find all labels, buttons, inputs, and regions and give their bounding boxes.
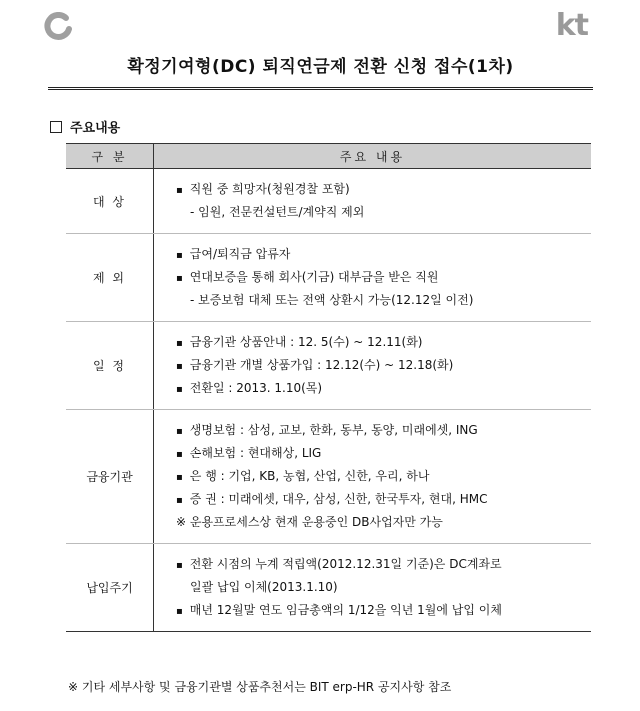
- row-content: [154, 544, 592, 632]
- header-content: 주요 내용: [154, 144, 592, 169]
- table-row: [66, 234, 591, 322]
- content-line: ▪ 금융기관 개별 상품가입 : 12.12(수) ~ 12.18(화): [176, 354, 591, 377]
- header-category: 구 분: [66, 144, 154, 169]
- row-content: [154, 322, 592, 410]
- olleh-logo-icon: [44, 12, 74, 42]
- table-row: [66, 322, 591, 410]
- content-line: ▪ 금융기관 상품안내 : 12. 5(수) ~ 12.11(화): [176, 331, 591, 354]
- page-title: 확정기여형(DC) 퇴직연금제 전환 신청 접수(1차): [127, 57, 514, 77]
- row-category: 일 정: [66, 322, 154, 410]
- content-line: ▪ 전환일 : 2013. 1.10(목): [176, 377, 591, 400]
- section-title: 주요내용: [70, 121, 121, 136]
- content-line: ▪ 손해보험 : 현대해상, LIG: [176, 442, 591, 465]
- section-heading: [50, 117, 120, 136]
- content-line: ▪ 연대보증을 통해 회사(기금) 대부금을 받은 직원: [176, 266, 591, 289]
- kt-logo: kt: [555, 8, 588, 43]
- content-line: ▪ 직원 중 희망자(청원경찰 포함): [176, 178, 591, 201]
- content-line: 일괄 납입 이체(2013.1.10): [190, 580, 338, 594]
- table-header-row: [66, 144, 591, 169]
- note-line: ※ 운용프로세스상 현재 운용중인 DB사업자만 가능: [176, 515, 443, 529]
- row-category: 제 외: [66, 234, 154, 322]
- footnote: ※ 기타 세부사항 및 금융기관별 상품추천서는 BIT erp-HR 공지사항 참조: [68, 680, 452, 694]
- row-category: 대 상: [66, 169, 154, 234]
- row-category: 납입주기: [66, 544, 154, 632]
- content-line: ▪ 생명보험 : 삼성, 교보, 한화, 동부, 동양, 미래에셋, ING: [176, 419, 591, 442]
- row-content: [154, 234, 592, 322]
- table-row: [66, 544, 591, 632]
- summary-table: [66, 143, 591, 632]
- row-category: 금융기관: [66, 410, 154, 544]
- table-row: [66, 410, 591, 544]
- square-bullet-icon: [50, 121, 62, 133]
- content-line: ▪ 급여/퇴직금 압류자: [176, 243, 591, 266]
- content-line: ▪ 은 행 : 기업, KB, 농협, 산업, 신한, 우리, 하나: [176, 465, 591, 488]
- content-line: ▪ 증 권 : 미래에셋, 대우, 삼성, 신한, 한국투자, 현대, HMC: [176, 488, 591, 511]
- content-line: - 보증보험 대체 또는 전액 상환시 가능(12.12일 이전): [190, 293, 474, 307]
- content-line: ▪ 매년 12월말 연도 임금총액의 1/12을 익년 1월에 납입 이체: [176, 599, 591, 622]
- table-row: [66, 169, 591, 234]
- content-line: - 임원, 전문컨설턴트/계약직 제외: [190, 205, 365, 219]
- row-content: [154, 410, 592, 544]
- content-line: ▪ 전환 시점의 누계 적립액(2012.12.31일 기준)은 DC계좌로: [176, 553, 591, 576]
- title-divider: [48, 87, 593, 90]
- row-content: [154, 169, 592, 234]
